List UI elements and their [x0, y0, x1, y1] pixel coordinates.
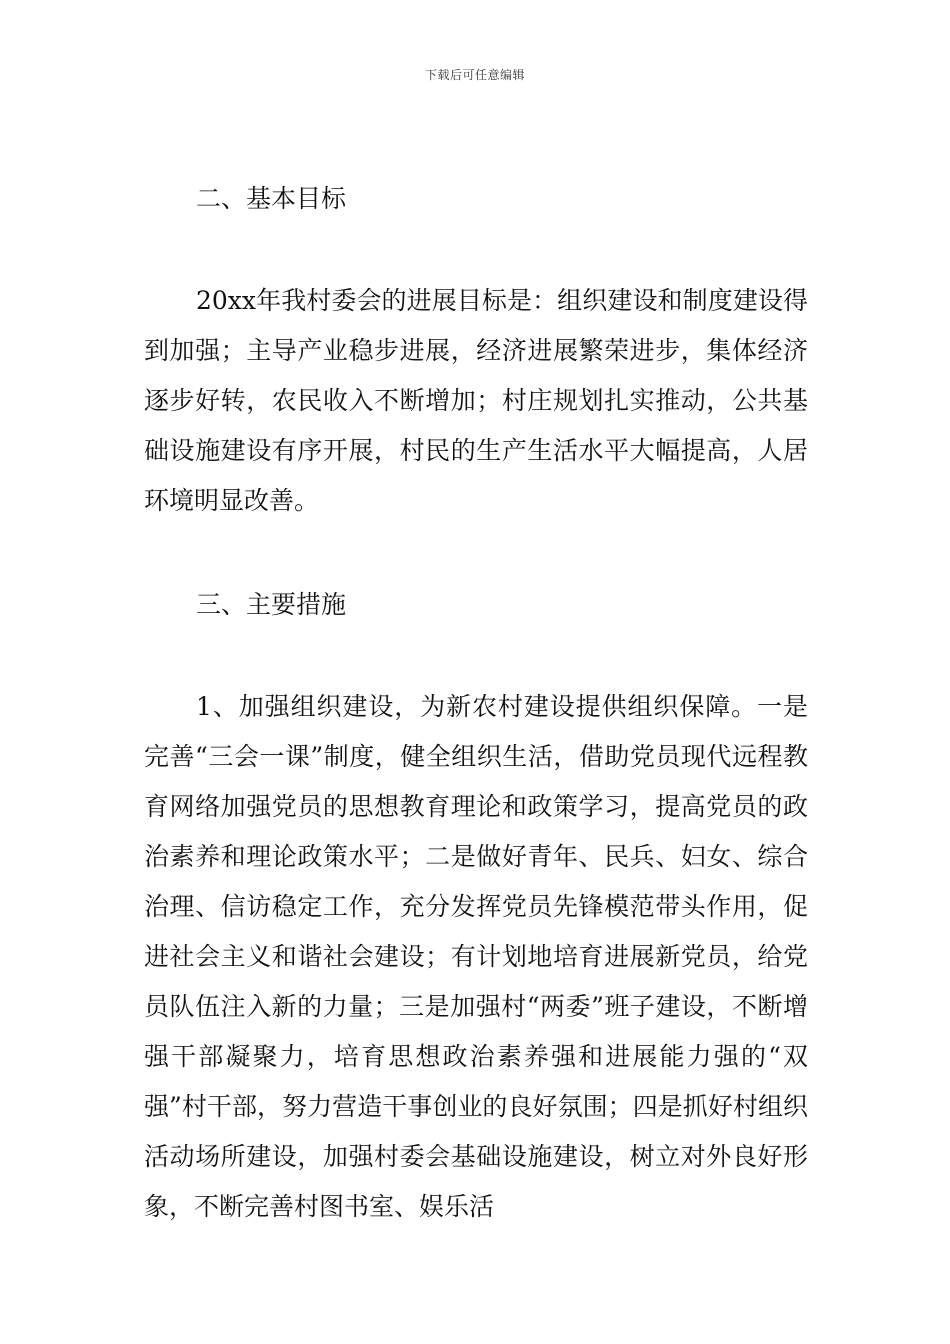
section-heading-main-measures: 三、主要措施 [196, 590, 347, 619]
section-heading-basic-goals: 二、基本目标 [196, 184, 347, 213]
page-header-note: 下载后可任意编辑 [424, 68, 525, 82]
spacer [144, 224, 808, 276]
paragraph-main-measures: 1、加强组织建设，为新农村建设提供组织保障。一是完善“三会一课”制度，健全组织生活，借助党员现代远程教育网络加强党员的思想教育理论和政策学习，提高党员的政治素养和理论政策水平；二是做好青年、民兵、妇女、综合治理、信访稳定工作，充分发挥党员先锋模范带头作用，促进社会主义和谐社会建设；有计划地培育进展新党员，给党员队伍注入新的力量；三是加强村“两委”班子建设，不断增强干部凝聚力，培育思想政治素养强和进展能力强的“双强”村干部，努力营造干事创业的良好氛围；四是抓好村组织活动场所建设，加强村委会基础设施建设，树立对外良好形象，不断完善村图书室、娱乐活 [144, 692, 808, 1221]
document-body [144, 174, 808, 1232]
spacer [144, 630, 808, 682]
paragraph-basic-goals: 20xx年我村委会的进展目标是：组织建设和制度建设得到加强；主导产业稳步进展，经济进展繁荣进步，集体经济逐步好转，农民收入不断增加；村庄规划扎实推动，公共基础设施建设有序开展，村民的生产生活水平大幅提高，人居环境明显改善。 [144, 286, 808, 515]
spacer [144, 526, 808, 580]
